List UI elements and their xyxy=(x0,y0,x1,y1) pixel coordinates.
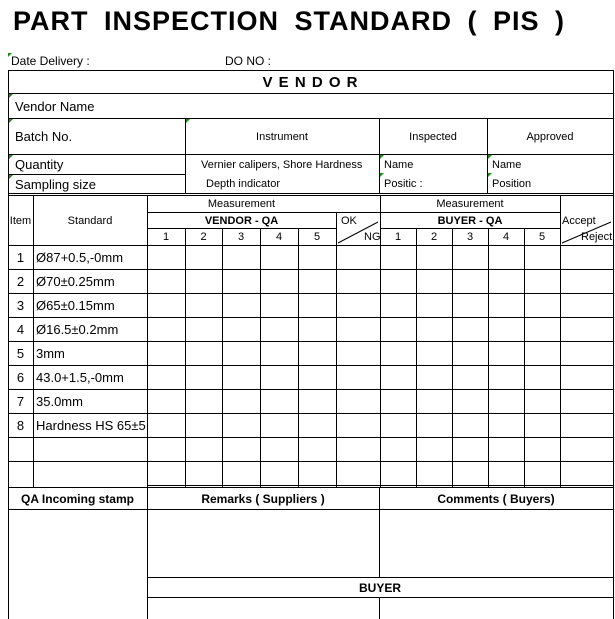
row-item: 5 xyxy=(16,346,25,361)
vendor-qa-header: VENDOR - QA xyxy=(204,214,279,227)
comment-marker-icon xyxy=(488,173,492,177)
page-title: PART INSPECTION STANDARD ( PIS ) xyxy=(13,6,566,36)
row-standard xyxy=(36,462,147,485)
inspected-position-label: Positic : xyxy=(384,178,423,190)
vendor-col-2: 2 xyxy=(200,231,207,243)
buyer-col-2: 2 xyxy=(430,231,438,243)
buyer-col-4: 4 xyxy=(502,231,510,243)
batch-no-label: Batch No. xyxy=(15,129,73,144)
comment-marker-icon xyxy=(9,155,13,159)
buyer-measurement-header: Measurement xyxy=(436,198,504,210)
qa-incoming-stamp-label: QA Incoming stamp xyxy=(21,491,134,506)
comment-marker-icon xyxy=(380,173,384,177)
approved-position-label: Position xyxy=(492,178,532,190)
comment-marker-icon xyxy=(9,175,13,179)
sampling-size-label: Sampling size xyxy=(15,176,96,192)
row-item: 2 xyxy=(16,274,25,289)
row-item: 8 xyxy=(16,418,25,433)
row-standard: Ø70±0.25mm xyxy=(36,274,115,289)
vendor-col-4: 4 xyxy=(275,231,283,243)
row-item xyxy=(8,438,33,461)
approved-label: Approved xyxy=(526,130,574,143)
row-standard: 43.0+1.5,-0mm xyxy=(36,370,124,385)
instrument-line1: Vernier calipers, Shore Hardness xyxy=(201,158,363,171)
row-standard xyxy=(36,438,147,461)
row-standard: Ø87+0.5,-0mm xyxy=(36,250,124,265)
standard-header: Standard xyxy=(67,214,113,227)
row-standard: Hardness HS 65±5 xyxy=(36,418,146,433)
buyer-field-right[interactable] xyxy=(380,598,613,619)
instrument-line2: Depth indicator xyxy=(206,178,280,190)
row-item: 3 xyxy=(16,298,25,313)
vendor-col-5: 5 xyxy=(313,231,321,243)
vendor-measurement-header: Measurement xyxy=(207,198,276,210)
qa-stamp-area[interactable] xyxy=(9,510,147,619)
instrument-label: Instrument xyxy=(256,130,308,143)
remarks-suppliers-field[interactable] xyxy=(148,510,379,577)
inspected-name-label: Name xyxy=(384,158,414,171)
ng-label: NG xyxy=(364,231,381,243)
row-item: 4 xyxy=(16,322,25,337)
row-item: 7 xyxy=(16,394,25,409)
accept-reject-diagonal xyxy=(560,212,613,245)
quantity-label: Quantity xyxy=(15,157,64,172)
vendor-name-label: Vendor Name xyxy=(15,98,95,114)
comments-buyers-label: Comments ( Buyers) xyxy=(437,491,555,506)
ok-label: OK xyxy=(341,214,357,227)
buyer-col-1: 1 xyxy=(394,231,402,243)
accept-label: Accept xyxy=(562,214,596,227)
comment-marker-icon xyxy=(380,155,384,159)
buyer-col-3: 3 xyxy=(466,231,474,243)
buyer-field-left[interactable] xyxy=(148,598,379,619)
remarks-suppliers-label: Remarks ( Suppliers ) xyxy=(201,491,325,506)
comment-marker-icon xyxy=(488,155,492,159)
date-delivery-label: Date Delivery : xyxy=(11,54,90,68)
comment-marker-icon xyxy=(8,53,12,57)
row-standard: 3mm xyxy=(36,346,65,361)
ok-ng-diagonal xyxy=(336,212,380,245)
item-header: Item xyxy=(9,214,32,227)
row-standard: Ø16.5±0.2mm xyxy=(36,322,119,337)
comment-marker-icon xyxy=(9,119,13,123)
row-standard: Ø65±0.15mm xyxy=(36,298,115,313)
comment-marker-icon xyxy=(9,94,13,98)
vendor-col-3: 3 xyxy=(237,231,245,243)
buyer-qa-header: BUYER - QA xyxy=(437,214,503,227)
inspected-label: Inspected xyxy=(409,130,457,143)
approved-name-label: Name xyxy=(492,158,522,171)
row-item xyxy=(8,462,33,485)
comments-buyers-field[interactable] xyxy=(380,510,613,577)
buyer-col-5: 5 xyxy=(538,231,546,243)
row-standard: 35.0mm xyxy=(36,394,83,409)
row-item: 6 xyxy=(16,370,25,385)
vendor-col-1: 1 xyxy=(162,231,170,243)
vendor-heading: V E N D O R xyxy=(262,73,359,91)
buyer-label: BUYER xyxy=(358,580,401,595)
do-no-label: DO NO : xyxy=(225,54,272,68)
vendor-name-field[interactable] xyxy=(190,94,610,118)
reject-label: Reject xyxy=(581,231,613,243)
row-item: 1 xyxy=(16,250,25,265)
